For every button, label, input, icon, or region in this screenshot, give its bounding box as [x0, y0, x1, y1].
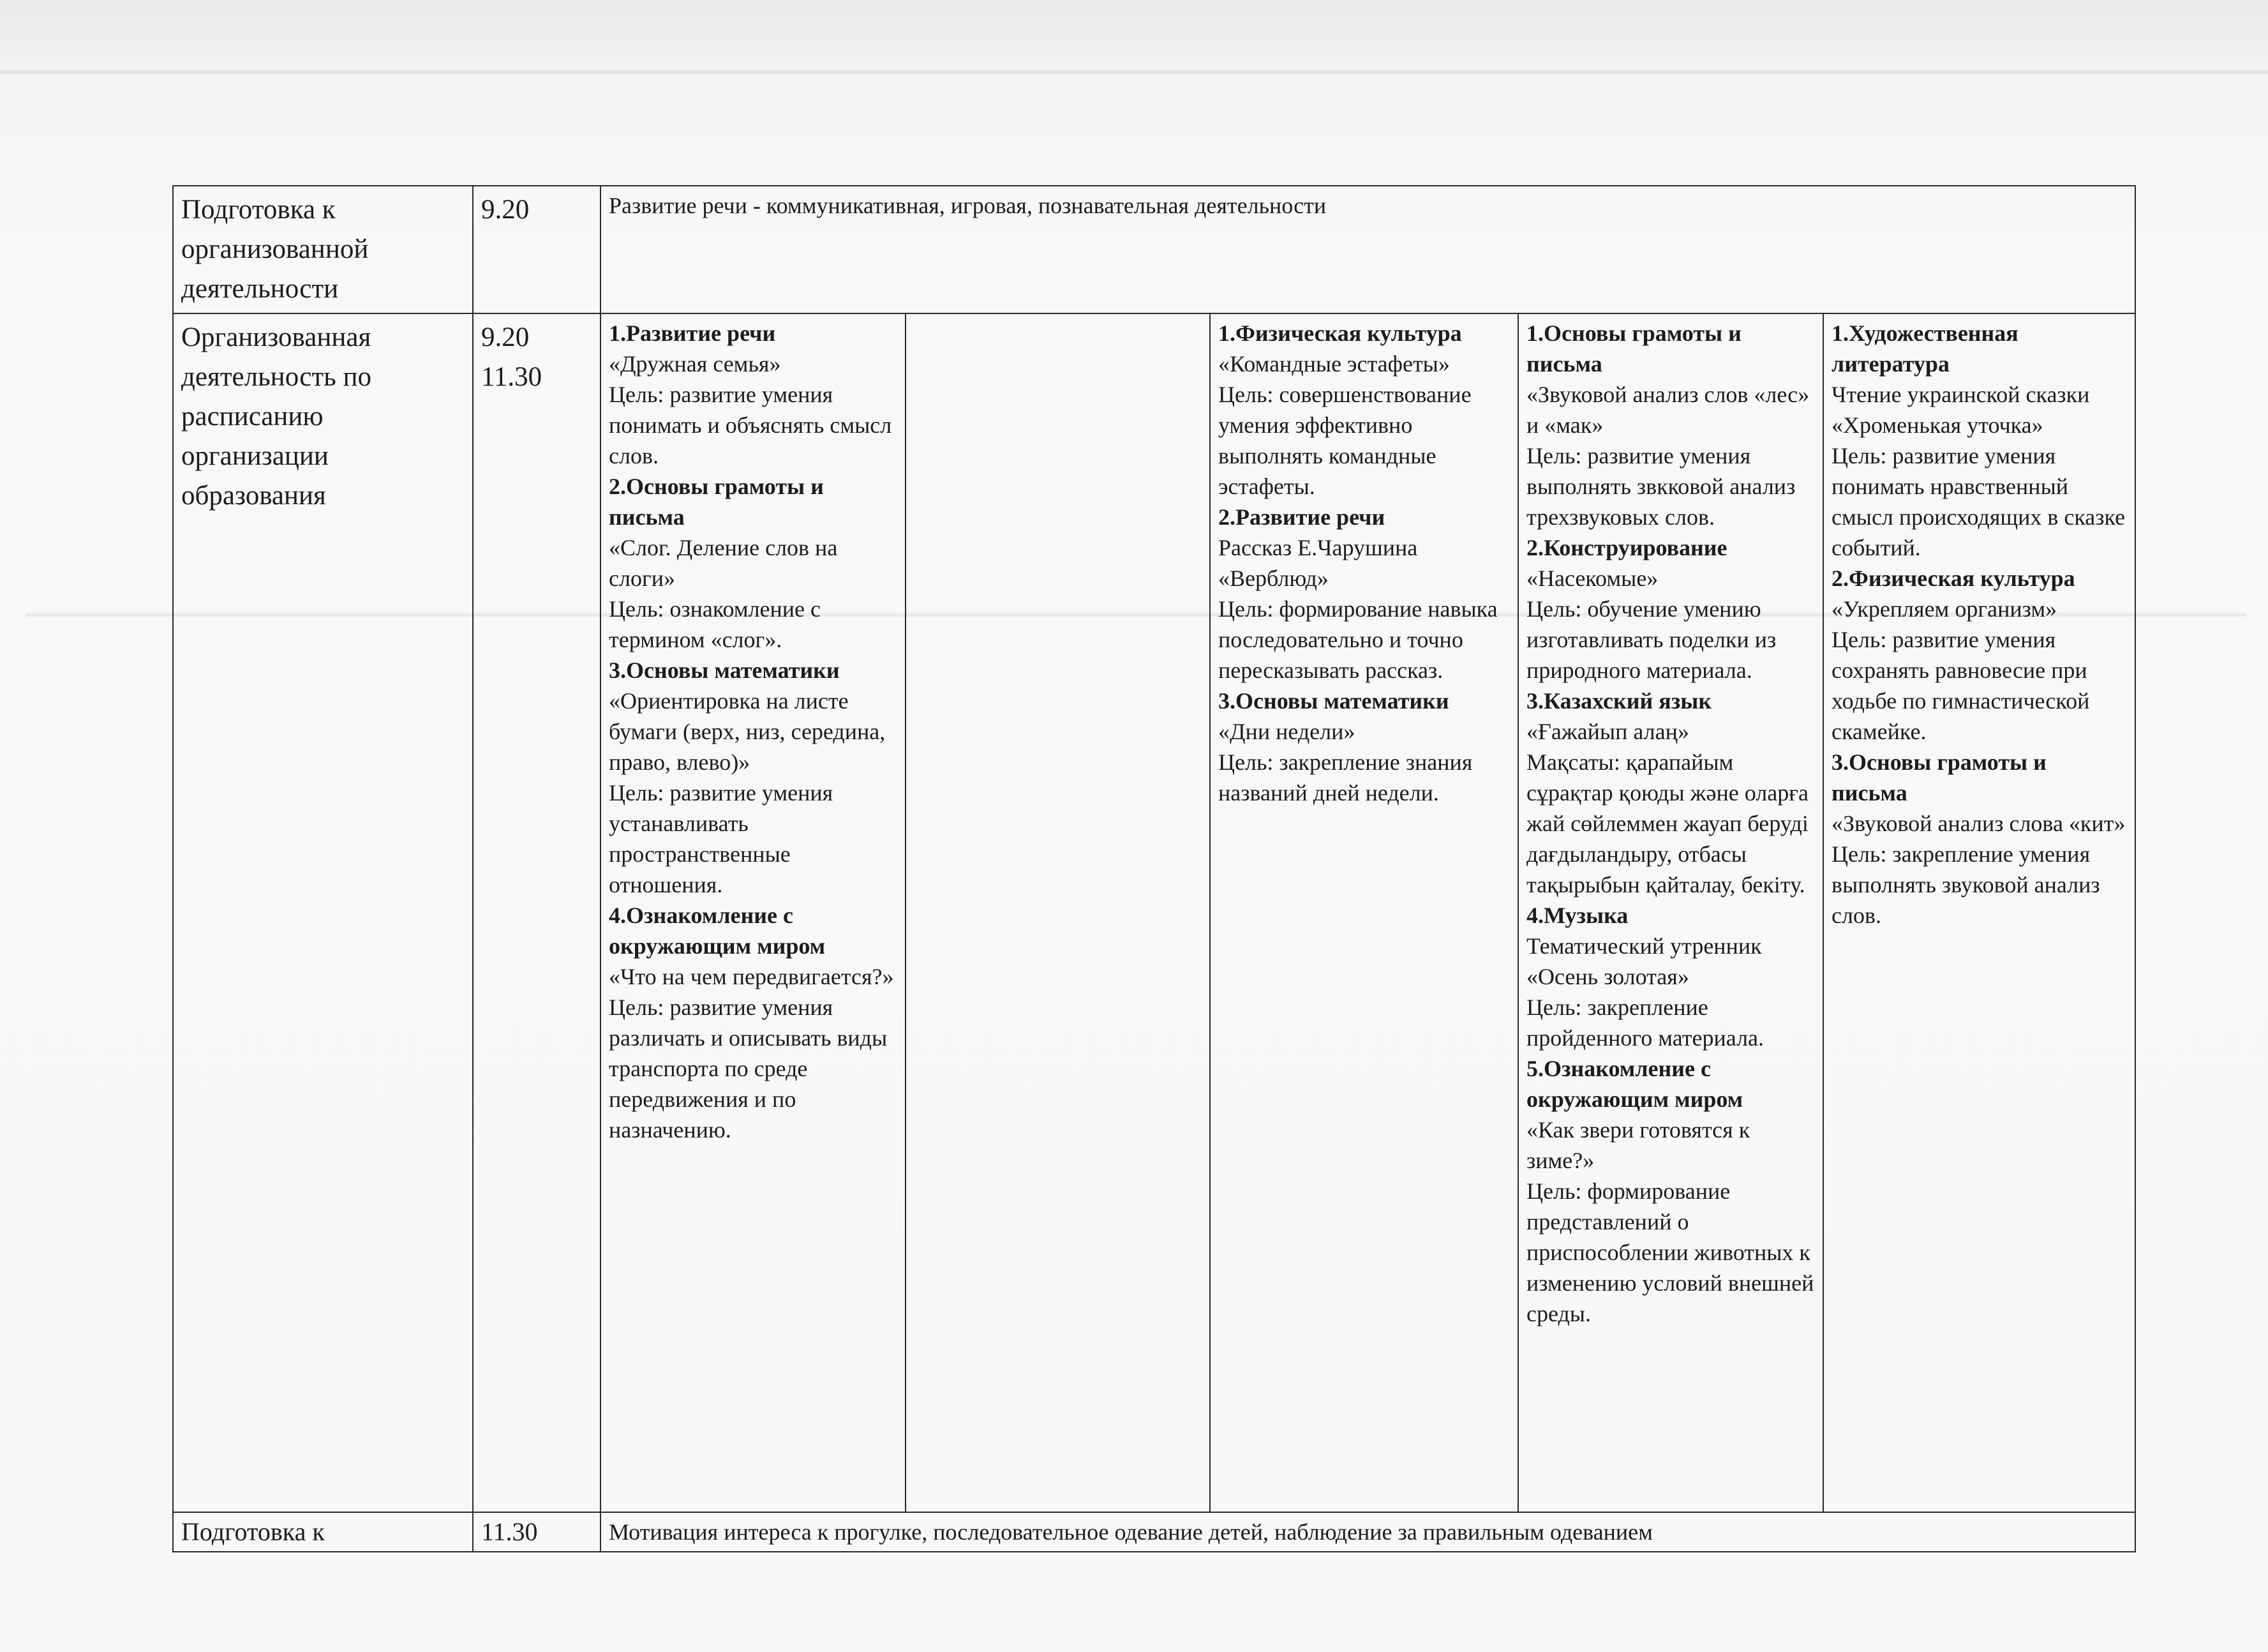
- entry-body: «Что на чем передвигается?» Цель: развитие умения различать и описывать виды транспорта по среде передвижения и по назначению.: [609, 964, 894, 1143]
- entry-body: «Ғажайып алаң» Мақсаты: қарапайым сұрақтар қоюды және оларға жай сөйлеммен жауап беруді дағдыландыру, отбасы тақырыбын қайталау, бекіту.: [1526, 719, 1809, 897]
- entry-body: «Ориентировка на листе бумаги (верх, низ, середина, право, влево)» Цель: развитие умения устанавливать пространственные отношения.: [609, 688, 886, 897]
- entry-body: «Командные эстафеты» Цель: совершенствование умения эффективно выполнять командные эстафеты.: [1218, 351, 1472, 499]
- activity-cell: Организованная деятельность по расписанию организации образования: [173, 313, 473, 1512]
- entry-title: 1.Художественная литература: [1832, 320, 2018, 377]
- entry-title: 4.Музыка: [1526, 903, 1629, 928]
- time-cell: 11.30: [473, 1512, 601, 1552]
- scan-artifact: [0, 70, 2268, 74]
- table-row: [173, 186, 2135, 313]
- daily-schedule-table: [172, 185, 2136, 1552]
- entry-title: 2.Физическая культура: [1832, 566, 2075, 591]
- table-row: [173, 313, 2135, 1512]
- entry-body: «Звуковой анализ слов «лес» и «мак» Цель: развитие умения выполнять звкковой анализ трехзвуковых слов.: [1526, 382, 1810, 530]
- entry-title: 5.Ознакомление с окружающим миром: [1526, 1056, 1743, 1112]
- table-row: [173, 1512, 2135, 1552]
- entry-title: 3.Основы математики: [1218, 688, 1449, 714]
- entry-title: 2.Конструирование: [1526, 535, 1727, 560]
- content-cell: Мотивация интереса к прогулке, последовательное одевание детей, наблюдение за правильным одеванием: [601, 1512, 2135, 1552]
- entry-title: 2.Развитие речи: [1218, 504, 1385, 530]
- entry-body: «Как звери готовятся к зиме?» Цель: формирование представлений о приспособлении животных к изменению условий внешней среды.: [1526, 1117, 1814, 1326]
- entry-title: 3.Основы грамоты и письма: [1832, 749, 2047, 806]
- activity-cell: Подготовка к организованной деятельности: [173, 186, 473, 313]
- day-cell-4: [1518, 313, 1823, 1512]
- entry-body: «Слог. Деление слов на слоги» Цель: ознакомление с термином «слог».: [609, 535, 838, 652]
- entry-body: «Звуковой анализ слова «кит» Цель: закрепление умения выполнять звуковой анализ слов.: [1832, 811, 2126, 928]
- entry-title: 1.Основы грамоты и письма: [1526, 320, 1742, 377]
- day-cell-2: [906, 313, 1210, 1512]
- time-cell: 9.20 11.30: [473, 313, 601, 1512]
- entry-title: 3.Основы математики: [609, 657, 840, 683]
- activity-cell: Подготовка к: [173, 1512, 473, 1552]
- entry-body: «Укрепляем организм» Цель: развитие умения сохранять равновесие при ходьбе по гимнастической скамейке.: [1832, 596, 2090, 744]
- entry-body: «Дни недели» Цель: закрепление знания названий дней недели.: [1218, 719, 1473, 806]
- entry-title: 2.Основы грамоты и письма: [609, 474, 824, 530]
- content-cell: Развитие речи - коммуникативная, игровая, познавательная деятельности: [601, 186, 2135, 313]
- day-cell-3: [1210, 313, 1518, 1512]
- day-cell-1: [601, 313, 906, 1512]
- day-cell-5: [1823, 313, 2135, 1512]
- entry-body: «Насекомые» Цель: обучение умению изготавливать поделки из природного материала.: [1526, 566, 1777, 683]
- entry-body: Чтение украинской сказки «Хроменькая уточка» Цель: развитие умения понимать нравственный смысл происходящих в сказке событий.: [1832, 382, 2126, 560]
- entry-body: «Дружная семья» Цель: развитие умения понимать и объяснять смысл слов.: [609, 351, 892, 469]
- entry-body: Тематический утренник «Осень золотая» Цель: закрепление пройденного материала.: [1526, 933, 1764, 1051]
- entry-title: 3.Казахский язык: [1526, 688, 1712, 714]
- time-cell: 9.20: [473, 186, 601, 313]
- entry-title: 4.Ознакомление с окружающим миром: [609, 903, 826, 959]
- entry-title: 1.Физическая культура: [1218, 320, 1462, 346]
- entry-title: 1.Развитие речи: [609, 320, 776, 346]
- entry-body: Рассказ Е.Чарушина «Верблюд» Цель: формирование навыка последовательно и точно пересказывать рассказ.: [1218, 535, 1498, 683]
